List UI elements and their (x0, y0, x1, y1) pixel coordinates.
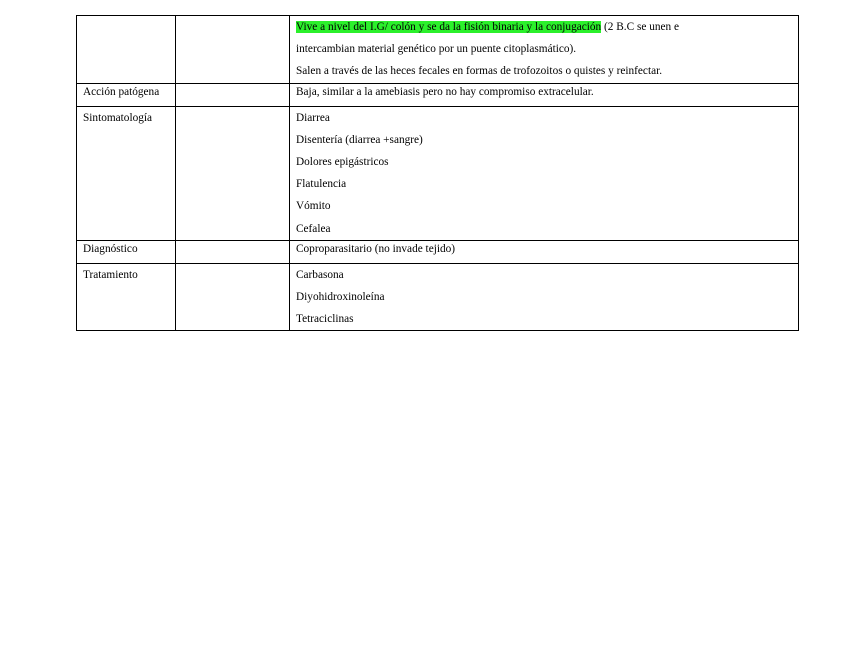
highlighted-text: Vive a nivel del I.G/ colón y se da la fisión binaria y la conjugación (296, 21, 602, 33)
content-line: Cefalea (296, 222, 331, 235)
table-row (77, 106, 799, 240)
row-content-cell (290, 263, 799, 331)
row-content-cell (290, 16, 799, 84)
row-label-cell: Diagnóstico (77, 240, 176, 263)
content-line: intercambian material genético por un puente citoplasmático). (296, 43, 577, 56)
row-content-cell (290, 240, 799, 263)
table-row (77, 240, 799, 263)
row-content-cell (290, 83, 799, 106)
row-middle-cell (176, 240, 290, 263)
content-line: Salen a través de las heces fecales en formas de trofozoitos o quistes y reinfectar. (296, 65, 663, 78)
content-line: Baja, similar a la amebiasis pero no hay compromiso extracelular. (296, 85, 594, 98)
row-content-cell (290, 106, 799, 240)
row-middle-cell (176, 263, 290, 331)
content-line: Disentería (diarrea +sangre) (296, 133, 423, 146)
content-line (296, 16, 792, 38)
content-line: Tetraciclinas (296, 313, 354, 326)
content-line-rest: (2 B.C se unen e (601, 21, 679, 33)
content-line: Vómito (296, 200, 331, 213)
row-middle-cell (176, 16, 290, 84)
content-line: Diarrea (296, 111, 330, 124)
content-line: Carbasona (296, 268, 344, 281)
table-row (77, 83, 799, 106)
row-label-cell (77, 16, 176, 84)
row-middle-cell (176, 106, 290, 240)
content-line: Flatulencia (296, 178, 347, 191)
content-line: Diyohidroxinoleína (296, 290, 385, 303)
row-label-cell: Sintomatología (77, 106, 176, 240)
content-line: Coproparasitario (no invade tejido) (296, 242, 456, 255)
row-label-cell: Tratamiento (77, 263, 176, 331)
parasite-info-table (76, 15, 799, 331)
row-label-cell: Acción patógena (77, 83, 176, 106)
content-line: Dolores epigástricos (296, 155, 389, 168)
row-middle-cell (176, 83, 290, 106)
table-row (77, 16, 799, 84)
table-row (77, 263, 799, 331)
